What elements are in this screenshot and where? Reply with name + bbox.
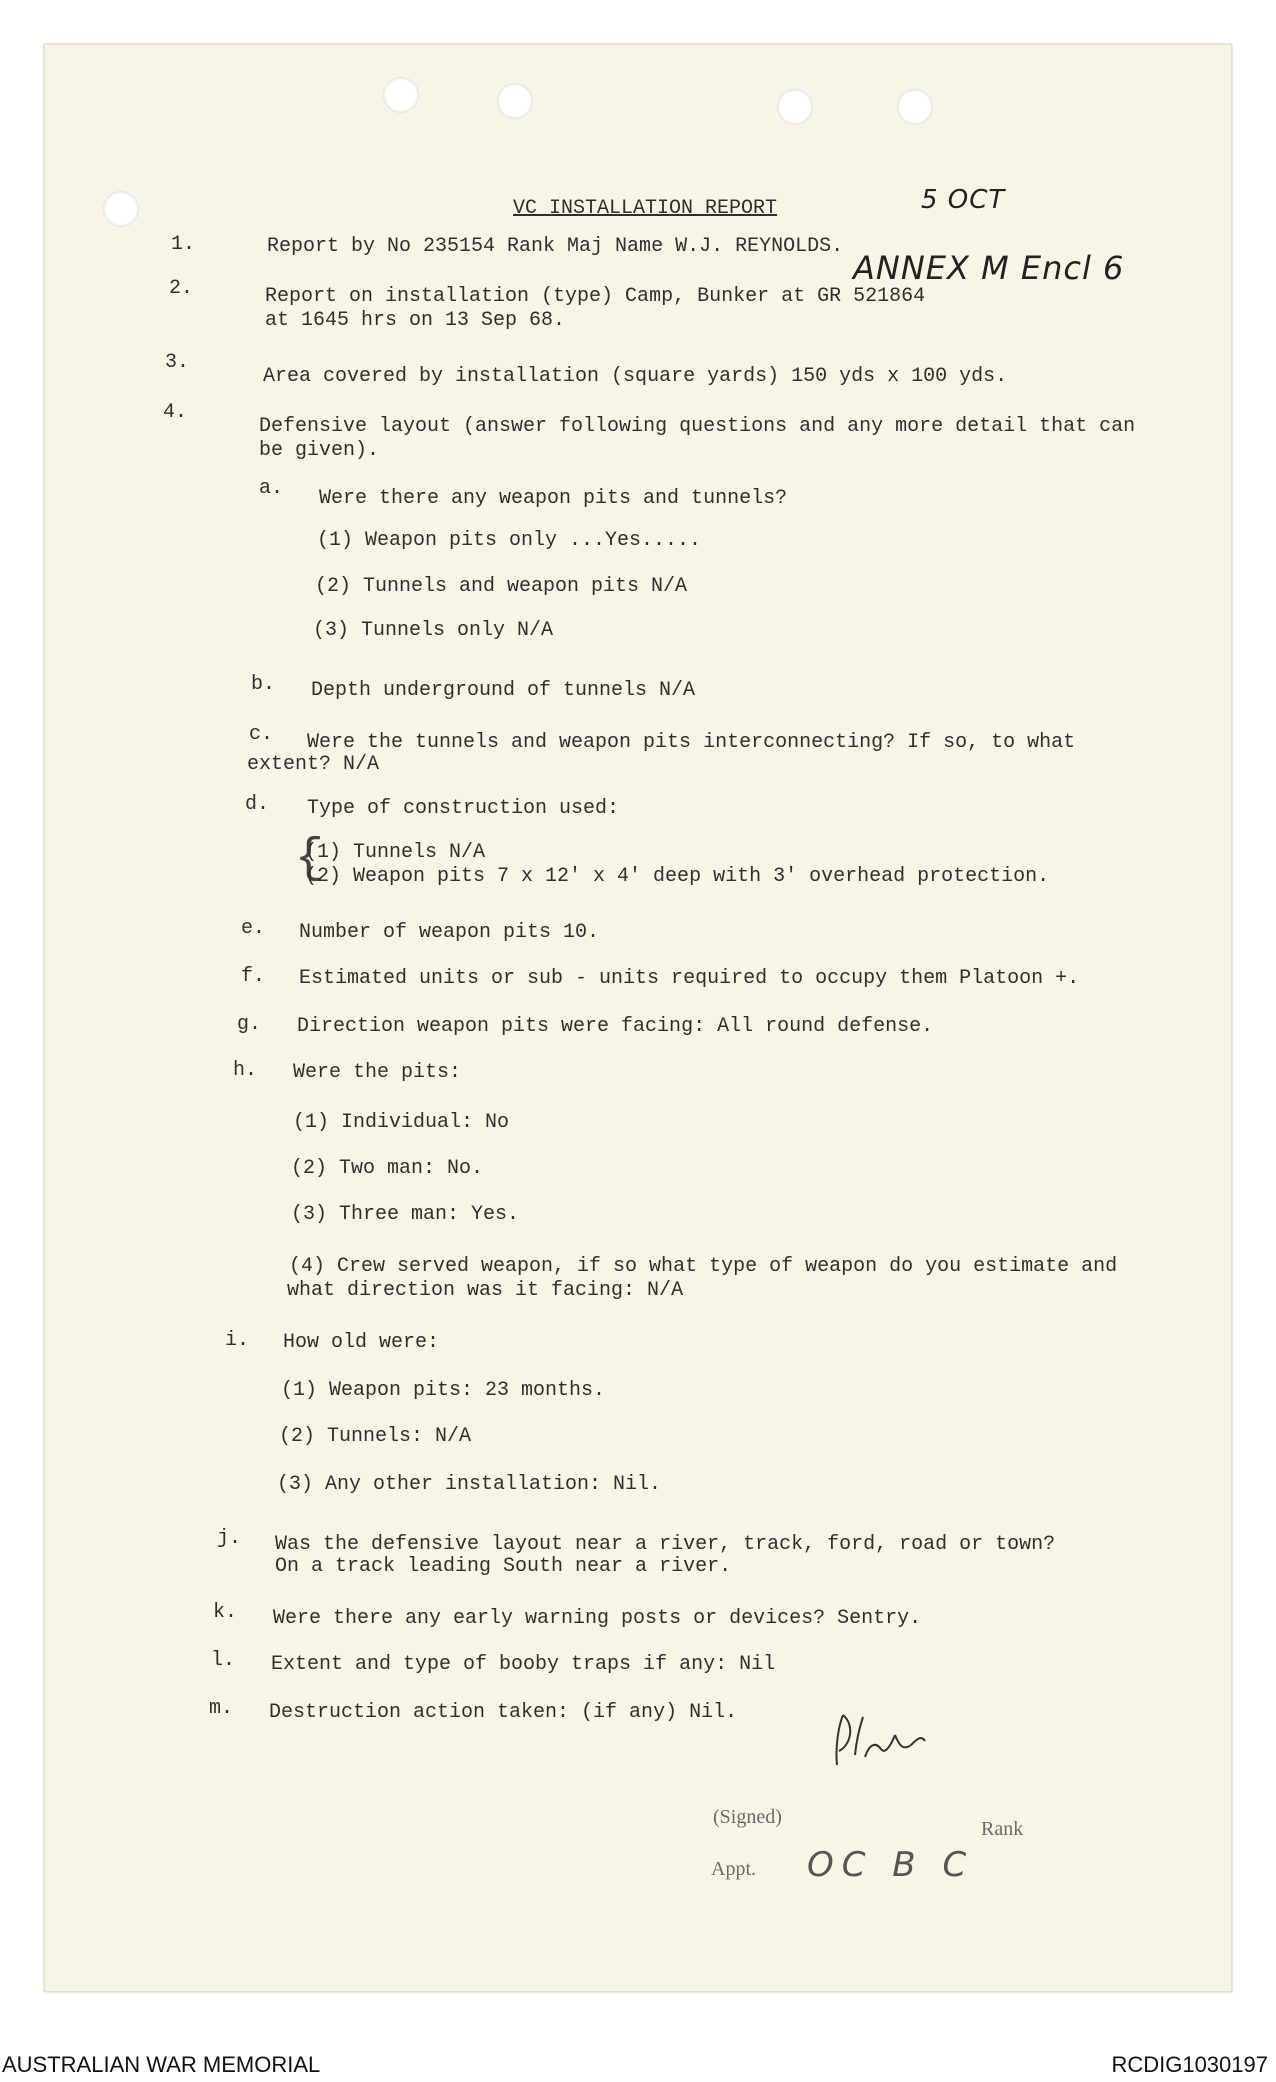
footer-right-text: RCDIG1030197 — [1111, 2052, 1268, 2077]
signature-mark — [825, 1705, 955, 1785]
sub-option: (1) Tunnels N/A — [305, 841, 486, 864]
punch-hole — [383, 77, 419, 113]
sub-label: c. — [249, 723, 274, 746]
sub-option: (2) Tunnels: N/A — [279, 1425, 472, 1448]
sub-text: Destruction action taken: (if any) Nil. — [269, 1701, 738, 1724]
sub-option: (1) Weapon pits: 23 months. — [281, 1379, 606, 1402]
item-text: Area covered by installation (square yards) 150 yds x 100 yds. — [263, 365, 1008, 388]
footer-left-text: AUSTRALIAN WAR MEMORIAL — [2, 2052, 321, 2077]
date-annotation: 5 OCT — [921, 185, 1006, 215]
sub-label: a. — [259, 477, 284, 500]
document-page — [44, 44, 1232, 1992]
sub-text: On a track leading South near a river. — [275, 1555, 732, 1578]
item-number: 4. — [163, 401, 188, 424]
item-text: Report by No 235154 Rank Maj Name W.J. REYNOLDS. — [267, 235, 844, 258]
punch-hole — [897, 89, 933, 125]
footer — [0, 2048, 1276, 2082]
sub-label: b. — [251, 673, 276, 696]
sub-text: How old were: — [283, 1331, 440, 1354]
sub-label: m. — [209, 1697, 234, 1720]
sub-option: (2) Tunnels and weapon pits N/A — [315, 575, 688, 598]
sub-label: k. — [213, 1601, 238, 1624]
sub-text: Were the pits: — [293, 1061, 462, 1084]
sub-text: Were there any weapon pits and tunnels? — [319, 487, 788, 510]
sub-option: what direction was it facing: N/A — [287, 1279, 684, 1302]
punch-hole — [103, 191, 139, 227]
punch-hole — [497, 83, 533, 119]
sub-option: (3) Tunnels only N/A — [313, 619, 554, 642]
rank-label: Rank — [981, 1818, 1024, 1840]
item-text: be given). — [259, 439, 380, 462]
item-text: Report on installation (type) Camp, Bunker at GR 521864 — [265, 285, 926, 308]
sub-option: (1) Weapon pits only ...Yes..... — [317, 529, 702, 552]
sub-text: Direction weapon pits were facing: All round defense. — [297, 1015, 934, 1038]
sub-option: (1) Individual: No — [293, 1111, 510, 1134]
sub-label: f. — [241, 965, 266, 988]
sub-text: Number of weapon pits 10. — [299, 921, 600, 944]
sub-option: (2) Two man: No. — [291, 1157, 484, 1180]
brace-glyph: { — [295, 832, 324, 886]
sub-option: (2) Weapon pits 7 x 12' x 4' deep with 3' overhead protection. — [305, 865, 1050, 888]
sub-text: Depth underground of tunnels N/A — [311, 679, 696, 702]
item-number: 1. — [171, 233, 196, 256]
sub-text: Estimated units or sub - units required to occupy them Platoon +. — [299, 967, 1080, 990]
sub-label: e. — [241, 917, 266, 940]
sub-label: i. — [225, 1329, 250, 1352]
sub-label: d. — [245, 793, 270, 816]
sub-label: g. — [237, 1013, 262, 1036]
sub-text: Extent and type of booby traps if any: Nil — [271, 1653, 776, 1676]
punch-hole — [777, 89, 813, 125]
annex-annotation: ANNEX M Encl 6 — [853, 249, 1125, 287]
sub-label: h. — [233, 1059, 258, 1082]
item-text: Defensive layout (answer following questions and any more detail that can — [259, 415, 1136, 438]
sub-option: (3) Three man: Yes. — [291, 1203, 520, 1226]
sub-option: (4) Crew served weapon, if so what type of weapon do you estimate and — [289, 1255, 1118, 1278]
sub-text: extent? N/A — [247, 753, 380, 776]
item-number: 2. — [169, 277, 194, 300]
sub-text: Were the tunnels and weapon pits interconnecting? If so, to what — [307, 731, 1076, 754]
item-number: 3. — [165, 351, 190, 374]
sub-label: j. — [217, 1527, 242, 1550]
report-title: VC INSTALLATION REPORT — [513, 197, 778, 220]
signed-label: (Signed) — [713, 1806, 782, 1828]
sub-label: l. — [211, 1649, 236, 1672]
sub-text: Was the defensive layout near a river, track, ford, road or town? — [275, 1533, 1056, 1556]
appt-label: Appt. — [711, 1858, 756, 1880]
item-text: at 1645 hrs on 13 Sep 68. — [265, 309, 566, 332]
sub-text: Type of construction used: — [307, 797, 620, 820]
sub-option: (3) Any other installation: Nil. — [277, 1473, 662, 1496]
sub-text: Were there any early warning posts or devices? Sentry. — [273, 1607, 922, 1630]
appt-value: OC B C — [807, 1845, 975, 1885]
